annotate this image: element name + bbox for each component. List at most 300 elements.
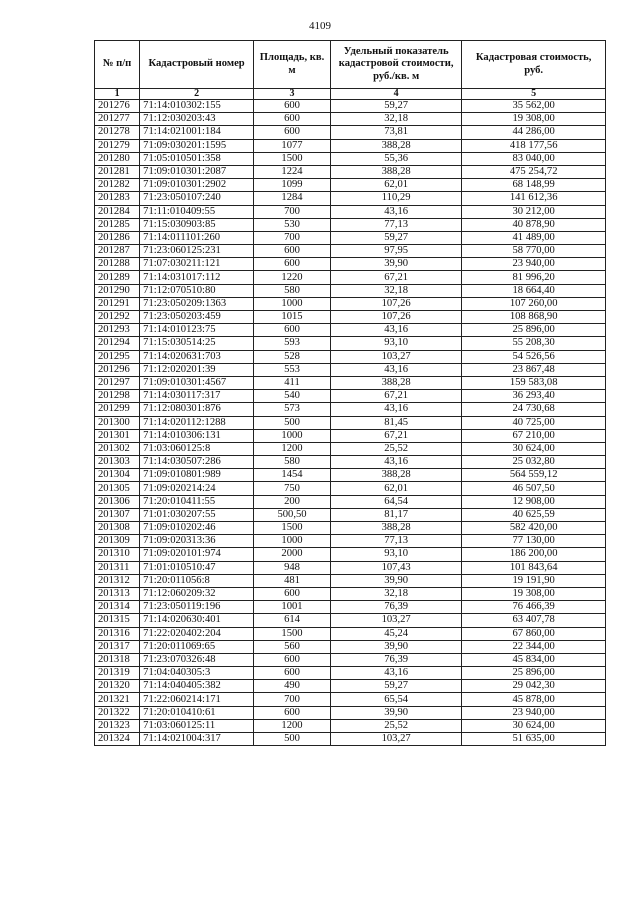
- unit-value-cell: 77,13: [330, 535, 461, 548]
- table-row: [95, 403, 606, 416]
- area-cell: 1200: [254, 442, 331, 455]
- table-row: [95, 324, 606, 337]
- cadastral-number-cell: 71:12:070510:80: [140, 284, 254, 297]
- area-cell: 1099: [254, 179, 331, 192]
- cadastral-number-cell: 71:03:060125:8: [140, 442, 254, 455]
- table-row: [95, 614, 606, 627]
- cadastral-number-cell: 71:09:020214:24: [140, 482, 254, 495]
- row-number-cell: 201302: [95, 442, 140, 455]
- cadastral-number-cell: 71:09:010301:4567: [140, 376, 254, 389]
- cadastral-number-cell: 71:14:021004:317: [140, 733, 254, 746]
- unit-value-cell: 43,16: [330, 403, 461, 416]
- row-number-cell: 201285: [95, 218, 140, 231]
- cadastral-value-cell: 108 868,90: [462, 311, 606, 324]
- cadastral-value-cell: 25 896,00: [462, 667, 606, 680]
- cadastral-value-cell: 45 878,00: [462, 693, 606, 706]
- row-number-cell: 201318: [95, 653, 140, 666]
- cadastral-number-cell: 71:12:030203:43: [140, 113, 254, 126]
- cadastral-number-cell: 71:07:030211:121: [140, 258, 254, 271]
- table-row: [95, 522, 606, 535]
- unit-value-cell: 32,18: [330, 113, 461, 126]
- unit-value-cell: 107,26: [330, 311, 461, 324]
- unit-value-cell: 81,17: [330, 508, 461, 521]
- cadastral-value-cell: 475 254,72: [462, 165, 606, 178]
- cadastral-value-cell: 44 286,00: [462, 126, 606, 139]
- area-cell: 1220: [254, 271, 331, 284]
- cadastral-value-cell: 29 042,30: [462, 680, 606, 693]
- table-row: [95, 640, 606, 653]
- unit-value-cell: 39,90: [330, 574, 461, 587]
- cadastral-value-cell: 159 583,08: [462, 376, 606, 389]
- cadastral-number-cell: 71:14:020631:703: [140, 350, 254, 363]
- table-row: [95, 601, 606, 614]
- row-number-cell: 201314: [95, 601, 140, 614]
- column-number: 1: [95, 89, 140, 100]
- row-number-cell: 201276: [95, 100, 140, 113]
- cadastral-value-cell: 30 624,00: [462, 442, 606, 455]
- table-row: [95, 561, 606, 574]
- cadastral-value-cell: 141 612,36: [462, 192, 606, 205]
- table-row: [95, 390, 606, 403]
- table-row: [95, 363, 606, 376]
- area-cell: 700: [254, 231, 331, 244]
- row-number-cell: 201316: [95, 627, 140, 640]
- cadastral-value-cell: 40 625,59: [462, 508, 606, 521]
- row-number-cell: 201305: [95, 482, 140, 495]
- table-row: [95, 350, 606, 363]
- cadastral-value-cell: 25 896,00: [462, 324, 606, 337]
- row-number-cell: 201277: [95, 113, 140, 126]
- cadastral-value-cell: 67 860,00: [462, 627, 606, 640]
- cadastral-value-cell: 45 834,00: [462, 653, 606, 666]
- row-number-cell: 201289: [95, 271, 140, 284]
- cadastral-value-cell: 25 032,80: [462, 456, 606, 469]
- table-row: [95, 587, 606, 600]
- table-row: [95, 719, 606, 732]
- page-number: 4109: [309, 20, 331, 32]
- cadastral-value-cell: 19 308,00: [462, 113, 606, 126]
- table-row: [95, 653, 606, 666]
- row-number-cell: 201292: [95, 311, 140, 324]
- unit-value-cell: 388,28: [330, 139, 461, 152]
- area-cell: 1454: [254, 469, 331, 482]
- area-cell: 600: [254, 653, 331, 666]
- unit-value-cell: 39,90: [330, 706, 461, 719]
- cadastral-value-cell: 51 635,00: [462, 733, 606, 746]
- unit-value-cell: 103,27: [330, 614, 461, 627]
- row-number-cell: 201296: [95, 363, 140, 376]
- cadastral-value-cell: 41 489,00: [462, 231, 606, 244]
- unit-value-cell: 77,13: [330, 218, 461, 231]
- unit-value-cell: 64,54: [330, 495, 461, 508]
- unit-value-cell: 25,52: [330, 719, 461, 732]
- area-cell: 600: [254, 113, 331, 126]
- table-row: [95, 231, 606, 244]
- header-row-number: № п/п: [95, 41, 140, 89]
- cadastral-number-cell: 71:09:010301:2087: [140, 165, 254, 178]
- cadastral-value-cell: 40 725,00: [462, 416, 606, 429]
- table-row: [95, 733, 606, 746]
- unit-value-cell: 76,39: [330, 601, 461, 614]
- area-cell: 600: [254, 245, 331, 258]
- unit-value-cell: 43,16: [330, 205, 461, 218]
- row-number-cell: 201320: [95, 680, 140, 693]
- unit-value-cell: 32,18: [330, 587, 461, 600]
- row-number-cell: 201294: [95, 337, 140, 350]
- area-cell: 1200: [254, 719, 331, 732]
- cadastral-number-cell: 71:14:020630:401: [140, 614, 254, 627]
- row-number-cell: 201298: [95, 390, 140, 403]
- table-row: [95, 113, 606, 126]
- table-row: [95, 456, 606, 469]
- cadastral-value-cell: 46 507,50: [462, 482, 606, 495]
- row-number-cell: 201306: [95, 495, 140, 508]
- row-number-cell: 201312: [95, 574, 140, 587]
- unit-value-cell: 65,54: [330, 693, 461, 706]
- cadastral-value-cell: 83 040,00: [462, 152, 606, 165]
- unit-value-cell: 62,01: [330, 179, 461, 192]
- unit-value-cell: 43,16: [330, 456, 461, 469]
- cadastral-number-cell: 71:14:010123:75: [140, 324, 254, 337]
- unit-value-cell: 43,16: [330, 363, 461, 376]
- cadastral-number-cell: 71:12:020201:39: [140, 363, 254, 376]
- cadastral-value-cell: 63 407,78: [462, 614, 606, 627]
- unit-value-cell: 67,21: [330, 271, 461, 284]
- unit-value-cell: 32,18: [330, 284, 461, 297]
- cadastral-number-cell: 71:23:060125:231: [140, 245, 254, 258]
- cadastral-value-cell: 12 908,00: [462, 495, 606, 508]
- unit-value-cell: 388,28: [330, 469, 461, 482]
- row-number-cell: 201279: [95, 139, 140, 152]
- cadastral-number-cell: 71:20:011069:65: [140, 640, 254, 653]
- row-number-cell: 201324: [95, 733, 140, 746]
- area-cell: 1500: [254, 152, 331, 165]
- cadastral-number-cell: 71:14:010306:131: [140, 429, 254, 442]
- unit-value-cell: 59,27: [330, 100, 461, 113]
- area-cell: 600: [254, 587, 331, 600]
- area-cell: 1000: [254, 297, 331, 310]
- cadastral-value-cell: 23 940,00: [462, 706, 606, 719]
- unit-value-cell: 67,21: [330, 429, 461, 442]
- table-row: [95, 416, 606, 429]
- unit-value-cell: 81,45: [330, 416, 461, 429]
- row-number-cell: 201297: [95, 376, 140, 389]
- row-number-cell: 201299: [95, 403, 140, 416]
- cadastral-value-cell: 30 624,00: [462, 719, 606, 732]
- cadastral-number-cell: 71:05:010501:358: [140, 152, 254, 165]
- area-cell: 530: [254, 218, 331, 231]
- table-row: [95, 100, 606, 113]
- cadastral-value-cell: 30 212,00: [462, 205, 606, 218]
- table-row: [95, 152, 606, 165]
- unit-value-cell: 39,90: [330, 258, 461, 271]
- cadastral-number-cell: 71:23:070326:48: [140, 653, 254, 666]
- unit-value-cell: 43,16: [330, 324, 461, 337]
- area-cell: 540: [254, 390, 331, 403]
- row-number-cell: 201295: [95, 350, 140, 363]
- cadastral-value-cell: 19 191,90: [462, 574, 606, 587]
- area-cell: 1500: [254, 522, 331, 535]
- cadastral-value-cell: 582 420,00: [462, 522, 606, 535]
- column-number: 5: [462, 89, 606, 100]
- table-row: [95, 311, 606, 324]
- cadastral-number-cell: 71:09:010301:2902: [140, 179, 254, 192]
- cadastral-number-cell: 71:09:010202:46: [140, 522, 254, 535]
- row-number-cell: 201301: [95, 429, 140, 442]
- table-row: [95, 192, 606, 205]
- row-number-cell: 201311: [95, 561, 140, 574]
- row-number-cell: 201283: [95, 192, 140, 205]
- table-row: [95, 139, 606, 152]
- area-cell: 600: [254, 667, 331, 680]
- cadastral-number-cell: 71:12:060209:32: [140, 587, 254, 600]
- cadastral-number-cell: 71:20:010410:61: [140, 706, 254, 719]
- cadastral-value-cell: 54 526,56: [462, 350, 606, 363]
- unit-value-cell: 103,27: [330, 733, 461, 746]
- cadastral-number-cell: 71:09:030201:1595: [140, 139, 254, 152]
- row-number-cell: 201321: [95, 693, 140, 706]
- cadastral-number-cell: 71:14:021001:184: [140, 126, 254, 139]
- area-cell: 553: [254, 363, 331, 376]
- area-cell: 500: [254, 733, 331, 746]
- cadastral-number-cell: 71:12:080301:876: [140, 403, 254, 416]
- cadastral-number-cell: 71:01:030207:55: [140, 508, 254, 521]
- row-number-cell: 201284: [95, 205, 140, 218]
- row-number-cell: 201290: [95, 284, 140, 297]
- cadastral-number-cell: 71:15:030903:85: [140, 218, 254, 231]
- unit-value-cell: 62,01: [330, 482, 461, 495]
- table-row: [95, 258, 606, 271]
- cadastral-value-cell: 23 940,00: [462, 258, 606, 271]
- row-number-cell: 201315: [95, 614, 140, 627]
- area-cell: 1500: [254, 627, 331, 640]
- area-cell: 600: [254, 258, 331, 271]
- row-number-cell: 201304: [95, 469, 140, 482]
- row-number-cell: 201313: [95, 587, 140, 600]
- cadastral-value-cell: 35 562,00: [462, 100, 606, 113]
- cadastral-number-cell: 71:23:050203:459: [140, 311, 254, 324]
- area-cell: 750: [254, 482, 331, 495]
- table-row: [95, 271, 606, 284]
- table-row: [95, 337, 606, 350]
- table-row: [95, 680, 606, 693]
- unit-value-cell: 73,81: [330, 126, 461, 139]
- table-row: [95, 574, 606, 587]
- cadastral-value-table: [94, 40, 606, 746]
- cadastral-number-cell: 71:22:020402:204: [140, 627, 254, 640]
- area-cell: 700: [254, 693, 331, 706]
- cadastral-value-cell: 418 177,56: [462, 139, 606, 152]
- table-row: [95, 548, 606, 561]
- cadastral-value-cell: 81 996,20: [462, 271, 606, 284]
- cadastral-number-cell: 71:14:030507:286: [140, 456, 254, 469]
- cadastral-value-cell: 55 208,30: [462, 337, 606, 350]
- column-number: 2: [140, 89, 254, 100]
- area-cell: 600: [254, 706, 331, 719]
- cadastral-number-cell: 71:23:050107:240: [140, 192, 254, 205]
- cadastral-number-cell: 71:11:010409:55: [140, 205, 254, 218]
- table-row: [95, 179, 606, 192]
- table-row: [95, 205, 606, 218]
- cadastral-number-cell: 71:15:030514:25: [140, 337, 254, 350]
- cadastral-number-cell: 71:04:040305:3: [140, 667, 254, 680]
- cadastral-value-cell: 186 200,00: [462, 548, 606, 561]
- cadastral-number-cell: 71:23:050209:1363: [140, 297, 254, 310]
- unit-value-cell: 110,29: [330, 192, 461, 205]
- area-cell: 1284: [254, 192, 331, 205]
- table-row: [95, 284, 606, 297]
- row-number-cell: 201291: [95, 297, 140, 310]
- table-row: [95, 627, 606, 640]
- area-cell: 1015: [254, 311, 331, 324]
- area-cell: 560: [254, 640, 331, 653]
- unit-value-cell: 97,95: [330, 245, 461, 258]
- cadastral-number-cell: 71:20:010411:55: [140, 495, 254, 508]
- row-number-cell: 201288: [95, 258, 140, 271]
- area-cell: 500: [254, 416, 331, 429]
- table-row: [95, 165, 606, 178]
- cadastral-value-cell: 40 878,90: [462, 218, 606, 231]
- cadastral-number-cell: 71:14:040405:382: [140, 680, 254, 693]
- area-cell: 500,50: [254, 508, 331, 521]
- column-number: 4: [330, 89, 461, 100]
- row-number-cell: 201293: [95, 324, 140, 337]
- row-number-cell: 201281: [95, 165, 140, 178]
- table-row: [95, 469, 606, 482]
- cadastral-value-cell: 18 664,40: [462, 284, 606, 297]
- unit-value-cell: 76,39: [330, 653, 461, 666]
- unit-value-cell: 103,27: [330, 350, 461, 363]
- cadastral-number-cell: 71:01:010510:47: [140, 561, 254, 574]
- row-number-cell: 201287: [95, 245, 140, 258]
- table-body: [95, 100, 606, 746]
- row-number-cell: 201310: [95, 548, 140, 561]
- row-number-cell: 201286: [95, 231, 140, 244]
- area-cell: 580: [254, 284, 331, 297]
- table-row: [95, 706, 606, 719]
- table-row: [95, 482, 606, 495]
- area-cell: 200: [254, 495, 331, 508]
- area-cell: 2000: [254, 548, 331, 561]
- area-cell: 580: [254, 456, 331, 469]
- table-row: [95, 442, 606, 455]
- area-cell: 411: [254, 376, 331, 389]
- area-cell: 593: [254, 337, 331, 350]
- cadastral-number-cell: 71:22:060214:171: [140, 693, 254, 706]
- unit-value-cell: 55,36: [330, 152, 461, 165]
- table-row: [95, 126, 606, 139]
- unit-value-cell: 388,28: [330, 522, 461, 535]
- cadastral-number-cell: 71:03:060125:11: [140, 719, 254, 732]
- row-number-cell: 201307: [95, 508, 140, 521]
- cadastral-number-cell: 71:14:020112:1288: [140, 416, 254, 429]
- cadastral-value-cell: 19 308,00: [462, 587, 606, 600]
- cadastral-value-cell: 68 148,99: [462, 179, 606, 192]
- cadastral-value-cell: 58 770,00: [462, 245, 606, 258]
- column-number: 3: [254, 89, 331, 100]
- column-number-row: [95, 89, 606, 100]
- area-cell: 600: [254, 126, 331, 139]
- area-cell: 1224: [254, 165, 331, 178]
- unit-value-cell: 39,90: [330, 640, 461, 653]
- cadastral-value-cell: 101 843,64: [462, 561, 606, 574]
- table-row: [95, 495, 606, 508]
- row-number-cell: 201309: [95, 535, 140, 548]
- area-cell: 573: [254, 403, 331, 416]
- table-row: [95, 245, 606, 258]
- row-number-cell: 201278: [95, 126, 140, 139]
- header-unit-value: Удельный показатель кадастровой стоимости, руб./кв. м: [330, 41, 461, 89]
- row-number-cell: 201280: [95, 152, 140, 165]
- cadastral-number-cell: 71:20:011056:8: [140, 574, 254, 587]
- table-row: [95, 218, 606, 231]
- area-cell: 1077: [254, 139, 331, 152]
- cadastral-number-cell: 71:14:010302:155: [140, 100, 254, 113]
- cadastral-number-cell: 71:14:011101:260: [140, 231, 254, 244]
- area-cell: 614: [254, 614, 331, 627]
- header-cadastral-number: Кадастровый номер: [140, 41, 254, 89]
- cadastral-value-cell: 22 344,00: [462, 640, 606, 653]
- cadastral-value-cell: 564 559,12: [462, 469, 606, 482]
- unit-value-cell: 59,27: [330, 231, 461, 244]
- cadastral-number-cell: 71:14:031017:112: [140, 271, 254, 284]
- table-row: [95, 667, 606, 680]
- row-number-cell: 201322: [95, 706, 140, 719]
- unit-value-cell: 93,10: [330, 337, 461, 350]
- area-cell: 490: [254, 680, 331, 693]
- cadastral-number-cell: 71:23:050119:196: [140, 601, 254, 614]
- table-row: [95, 429, 606, 442]
- table-row: [95, 535, 606, 548]
- area-cell: 700: [254, 205, 331, 218]
- unit-value-cell: 107,43: [330, 561, 461, 574]
- unit-value-cell: 67,21: [330, 390, 461, 403]
- cadastral-value-cell: 24 730,68: [462, 403, 606, 416]
- area-cell: 481: [254, 574, 331, 587]
- table-row: [95, 376, 606, 389]
- unit-value-cell: 107,26: [330, 297, 461, 310]
- row-number-cell: 201317: [95, 640, 140, 653]
- cadastral-value-cell: 76 466,39: [462, 601, 606, 614]
- row-number-cell: 201308: [95, 522, 140, 535]
- table-header-row: [95, 41, 606, 89]
- unit-value-cell: 25,52: [330, 442, 461, 455]
- area-cell: 1000: [254, 535, 331, 548]
- header-area: Площадь, кв. м: [254, 41, 331, 89]
- cadastral-value-cell: 23 867,48: [462, 363, 606, 376]
- area-cell: 948: [254, 561, 331, 574]
- unit-value-cell: 388,28: [330, 165, 461, 178]
- cadastral-value-cell: 36 293,40: [462, 390, 606, 403]
- unit-value-cell: 45,24: [330, 627, 461, 640]
- cadastral-number-cell: 71:09:010801:989: [140, 469, 254, 482]
- table-row: [95, 508, 606, 521]
- cadastral-value-cell: 107 260,00: [462, 297, 606, 310]
- table-row: [95, 297, 606, 310]
- row-number-cell: 201319: [95, 667, 140, 680]
- unit-value-cell: 388,28: [330, 376, 461, 389]
- cadastral-value-cell: 67 210,00: [462, 429, 606, 442]
- cadastral-number-cell: 71:14:030117:317: [140, 390, 254, 403]
- row-number-cell: 201323: [95, 719, 140, 732]
- unit-value-cell: 93,10: [330, 548, 461, 561]
- area-cell: 600: [254, 324, 331, 337]
- area-cell: 600: [254, 100, 331, 113]
- unit-value-cell: 59,27: [330, 680, 461, 693]
- row-number-cell: 201282: [95, 179, 140, 192]
- table-row: [95, 693, 606, 706]
- row-number-cell: 201303: [95, 456, 140, 469]
